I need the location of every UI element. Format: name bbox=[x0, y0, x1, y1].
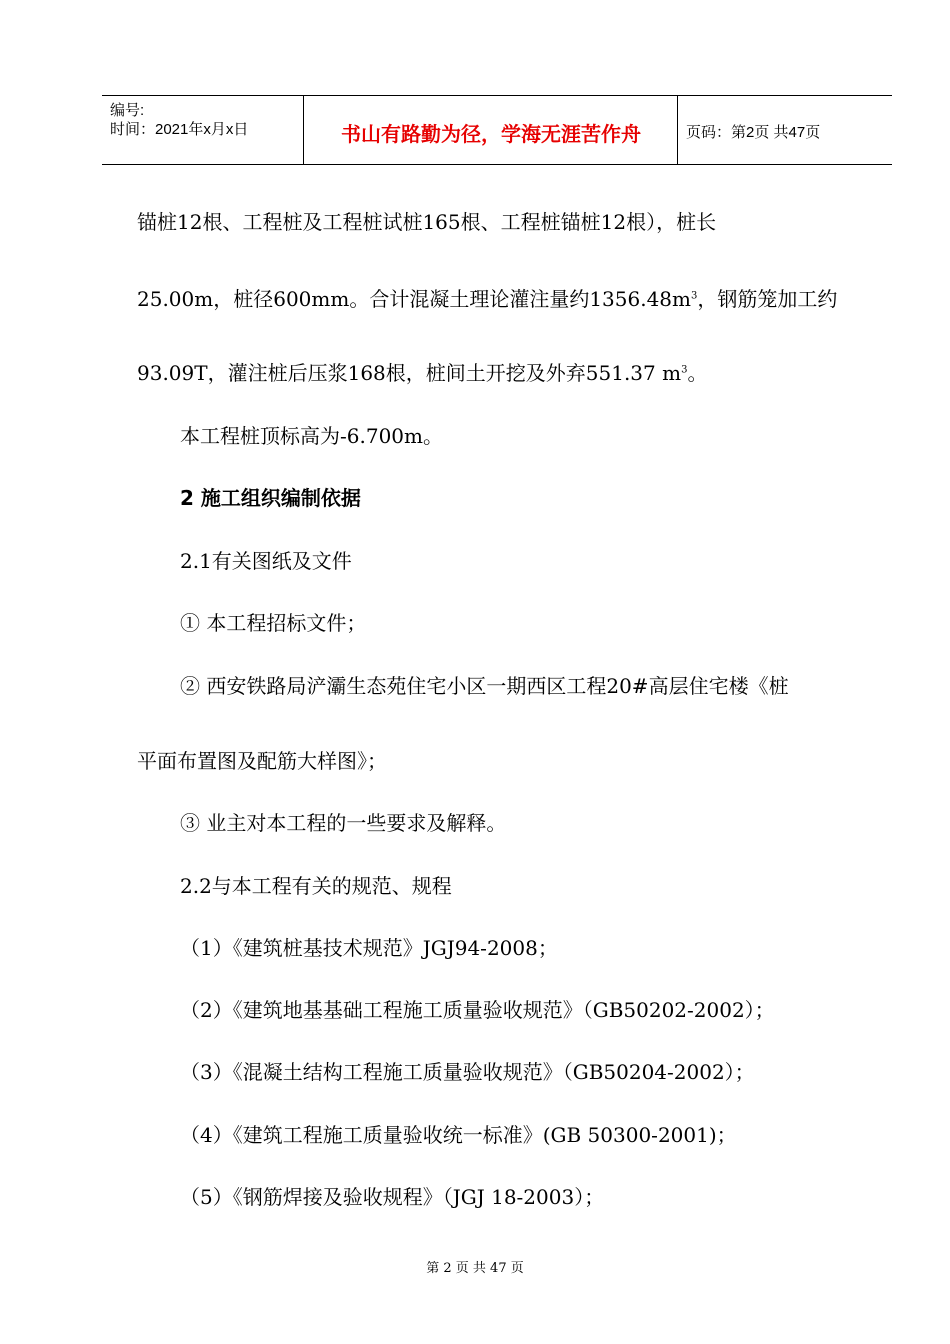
standard-item: （5）《钢筋焊接及验收规程》（JGJ 18-2003）； bbox=[180, 1185, 605, 1209]
superscript: 3 bbox=[681, 364, 688, 376]
section-heading: 2 施工组织编制依据 bbox=[180, 486, 361, 510]
page-header bbox=[102, 95, 892, 165]
list-item: ③ 业主对本工程的一些要求及解释。 bbox=[180, 811, 507, 835]
standard-item: （3）《混凝土结构工程施工质量验收规范》（GB50204-2002）； bbox=[180, 1060, 755, 1084]
standard-item: （4）《建筑工程施工质量验收统一标准》(GB 50300-2001)； bbox=[180, 1123, 737, 1147]
doc-date-label: 时间：2021年x月x日 bbox=[110, 121, 249, 138]
text-span: ，钢筋笼加工约 bbox=[697, 287, 838, 311]
list-item: ② 西安铁路局浐灞生态苑住宅小区一期西区工程20#高层住宅楼《桩 bbox=[180, 674, 789, 698]
header-page-number: 页码：第2页 共47页 bbox=[686, 124, 821, 141]
paragraph-line bbox=[137, 287, 837, 311]
paragraph-line: 锚桩12根、工程桩及工程桩试桩165根、工程桩锚桩12根），桩长 bbox=[137, 210, 717, 234]
standard-item: （2）《建筑地基基础工程施工质量验收规范》（GB50202-2002）； bbox=[180, 998, 775, 1022]
doc-number-label: 编号: bbox=[110, 102, 145, 119]
subsection-heading: 2.2与本工程有关的规范、规程 bbox=[180, 874, 452, 898]
standard-item: （1）《建筑桩基技术规范》JGJ94-2008； bbox=[180, 936, 558, 960]
list-item: ① 本工程招标文件； bbox=[180, 611, 367, 635]
page-footer: 第 2 页 共 47 页 bbox=[426, 1261, 524, 1276]
text-span: 。 bbox=[687, 361, 708, 385]
subsection-heading: 2.1有关图纸及文件 bbox=[180, 549, 352, 573]
superscript: 3 bbox=[691, 290, 698, 302]
text-span: 25.00m，桩径600mm。合计混凝土理论灌注量约1356.48m bbox=[137, 287, 691, 311]
text-span: 93.09T，灌注桩后压浆168根，桩间土开挖及外弃551.37 m bbox=[137, 361, 682, 385]
paragraph-line bbox=[137, 361, 707, 385]
header-motto: 书山有路勤为径，学海无涯苦作舟 bbox=[341, 122, 641, 146]
list-item-continuation: 平面布置图及配筋大样图》； bbox=[137, 749, 387, 773]
paragraph-line: 本工程桩顶标高为-6.700m。 bbox=[180, 424, 443, 448]
